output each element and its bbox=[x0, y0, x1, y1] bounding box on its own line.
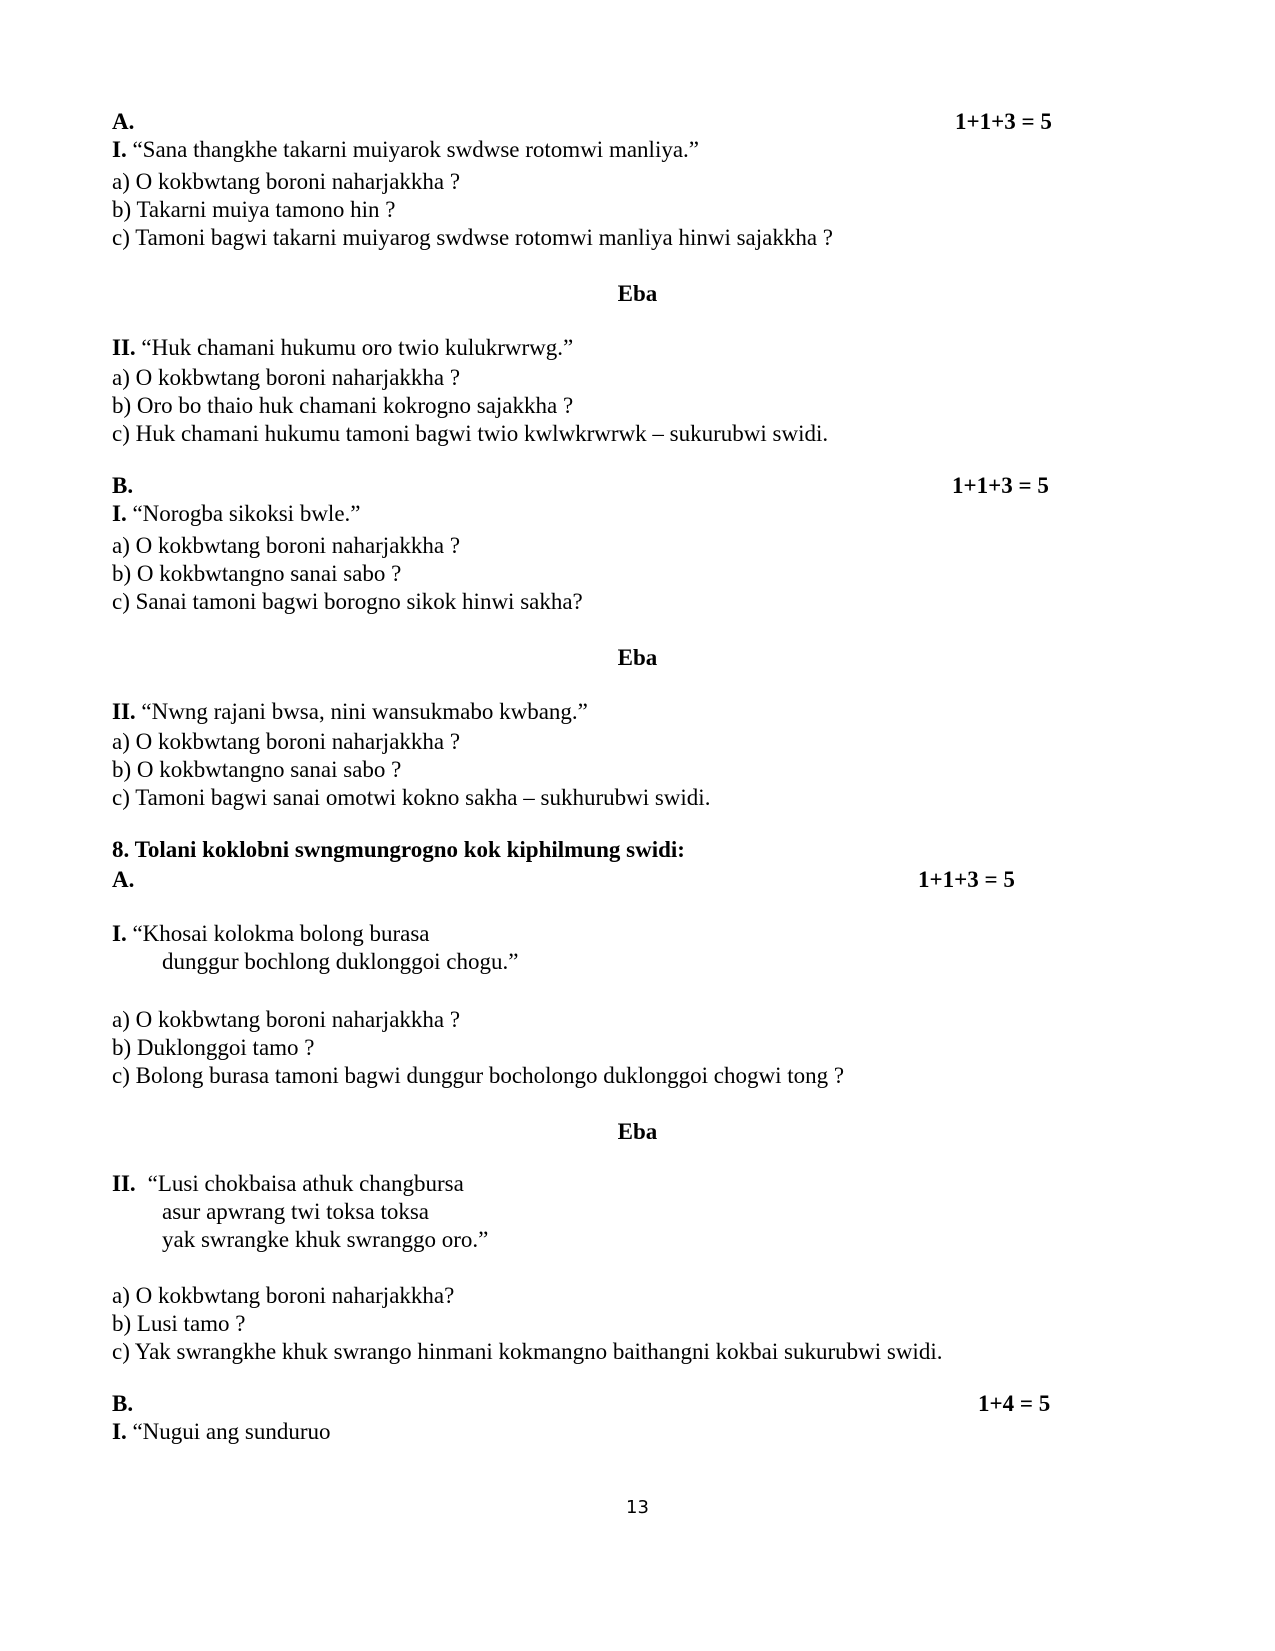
question-quote: “Huk chamani hukumu oro twio kulukrwrwg.” bbox=[141, 335, 574, 360]
subquestion-list bbox=[112, 728, 710, 812]
subquestion-b: b) O kokbwtangno sanai sabo ? bbox=[112, 757, 402, 782]
section-8-heading: 8. Tolani koklobni swngmungrogno kok kiphilmung swidi: bbox=[112, 837, 685, 862]
question-quote-line bbox=[112, 136, 699, 164]
section-8a-marks: 1+1+3 = 5 bbox=[918, 867, 1015, 892]
or-separator: Eba bbox=[617, 645, 658, 670]
subquestion-list bbox=[112, 1006, 844, 1090]
question-7a-ii bbox=[112, 334, 573, 362]
question-8b-i bbox=[112, 1418, 330, 1446]
question-quote: “Nwng rajani bwsa, nini wansukmabo kwbang.” bbox=[141, 699, 588, 724]
subquestion-a: a) O kokbwtang boroni naharjakkha? bbox=[112, 1283, 455, 1308]
page-number: 13 bbox=[626, 1497, 649, 1518]
question-quote: “Norogba sikoksi bwle.” bbox=[132, 501, 361, 526]
subquestion-c: c) Tamoni bagwi takarni muiyarog swdwse rotomwi manliya hinwi sajakkha ? bbox=[112, 225, 834, 250]
subquestion-c: c) Sanai tamoni bagwi borogno sikok hinwi sakha? bbox=[112, 589, 583, 614]
subquestion-list bbox=[112, 1282, 942, 1366]
question-quote-line bbox=[112, 1418, 330, 1446]
subquestion-c: c) Huk chamani hukumu tamoni bagwi twio kwlwkrwrwk – sukurubwi swidi. bbox=[112, 421, 829, 446]
or-separator: Eba bbox=[617, 1119, 658, 1144]
subquestion-a: a) O kokbwtang boroni naharjakkha ? bbox=[112, 729, 461, 754]
section-8a-label: A. bbox=[112, 867, 135, 892]
section-b-label: B. bbox=[112, 473, 134, 498]
question-7a-i bbox=[112, 136, 699, 164]
question-quote-line bbox=[112, 1170, 488, 1198]
or-separator: Eba bbox=[617, 281, 658, 306]
subquestion-c: c) Bolong burasa tamoni bagwi dunggur bocholongo duklonggoi chogwi tong ? bbox=[112, 1063, 845, 1088]
subquestion-b: b) Oro bo thaio huk chamani kokrogno sajakkha ? bbox=[112, 393, 574, 418]
question-number: I. bbox=[112, 921, 127, 946]
question-number: I. bbox=[112, 501, 127, 526]
section-8b-label: B. bbox=[112, 1391, 134, 1416]
question-quote: “Sana thangkhe takarni muiyarok swdwse rotomwi manliya.” bbox=[132, 137, 699, 162]
subquestion-a: a) O kokbwtang boroni naharjakkha ? bbox=[112, 1007, 461, 1032]
question-quote-line-2: asur apwrang twi toksa toksa bbox=[162, 1199, 429, 1224]
question-number: II. bbox=[112, 1171, 136, 1196]
question-8a-ii bbox=[112, 1170, 488, 1254]
subquestion-b: b) Duklonggoi tamo ? bbox=[112, 1035, 315, 1060]
section-a-label: A. bbox=[112, 109, 135, 134]
question-quote-line-1: “Nugui ang sunduruo bbox=[132, 1419, 331, 1444]
subquestion-b: b) Takarni muiya tamono hin ? bbox=[112, 197, 396, 222]
question-quote-line bbox=[112, 920, 518, 948]
question-number: I. bbox=[112, 1419, 127, 1444]
question-number: I. bbox=[112, 137, 127, 162]
section-a-marks: 1+1+3 = 5 bbox=[955, 109, 1052, 134]
question-quote-line bbox=[112, 698, 588, 726]
section-8b-marks: 1+4 = 5 bbox=[978, 1391, 1051, 1416]
question-8a-i bbox=[112, 920, 518, 976]
subquestion-b: b) O kokbwtangno sanai sabo ? bbox=[112, 561, 402, 586]
section-b-marks: 1+1+3 = 5 bbox=[952, 473, 1049, 498]
question-number: II. bbox=[112, 699, 136, 724]
question-quote-line bbox=[112, 500, 361, 528]
subquestion-a: a) O kokbwtang boroni naharjakkha ? bbox=[112, 365, 461, 390]
subquestion-list bbox=[112, 168, 833, 252]
question-7b-i bbox=[112, 500, 361, 528]
subquestion-a: a) O kokbwtang boroni naharjakkha ? bbox=[112, 169, 461, 194]
question-quote-line-1: “Khosai kolokma bolong burasa bbox=[132, 921, 430, 946]
subquestion-list bbox=[112, 532, 583, 616]
subquestion-c: c) Tamoni bagwi sanai omotwi kokno sakha – sukhurubwi swidi. bbox=[112, 785, 711, 810]
subquestion-list bbox=[112, 364, 828, 448]
question-7b-ii bbox=[112, 698, 588, 726]
question-quote-line-1: “Lusi chokbaisa athuk changbursa bbox=[147, 1171, 464, 1196]
subquestion-b: b) Lusi tamo ? bbox=[112, 1311, 246, 1336]
subquestion-a: a) O kokbwtang boroni naharjakkha ? bbox=[112, 533, 461, 558]
subquestion-c: c) Yak swrangkhe khuk swrango hinmani kokmangno baithangni kokbai sukurubwi swidi. bbox=[112, 1339, 943, 1364]
question-number: II. bbox=[112, 335, 136, 360]
question-quote-line-2: dunggur bochlong duklonggoi chogu.” bbox=[162, 949, 519, 974]
question-quote-line bbox=[112, 334, 573, 362]
question-quote-line-3: yak swrangke khuk swranggo oro.” bbox=[162, 1227, 489, 1252]
